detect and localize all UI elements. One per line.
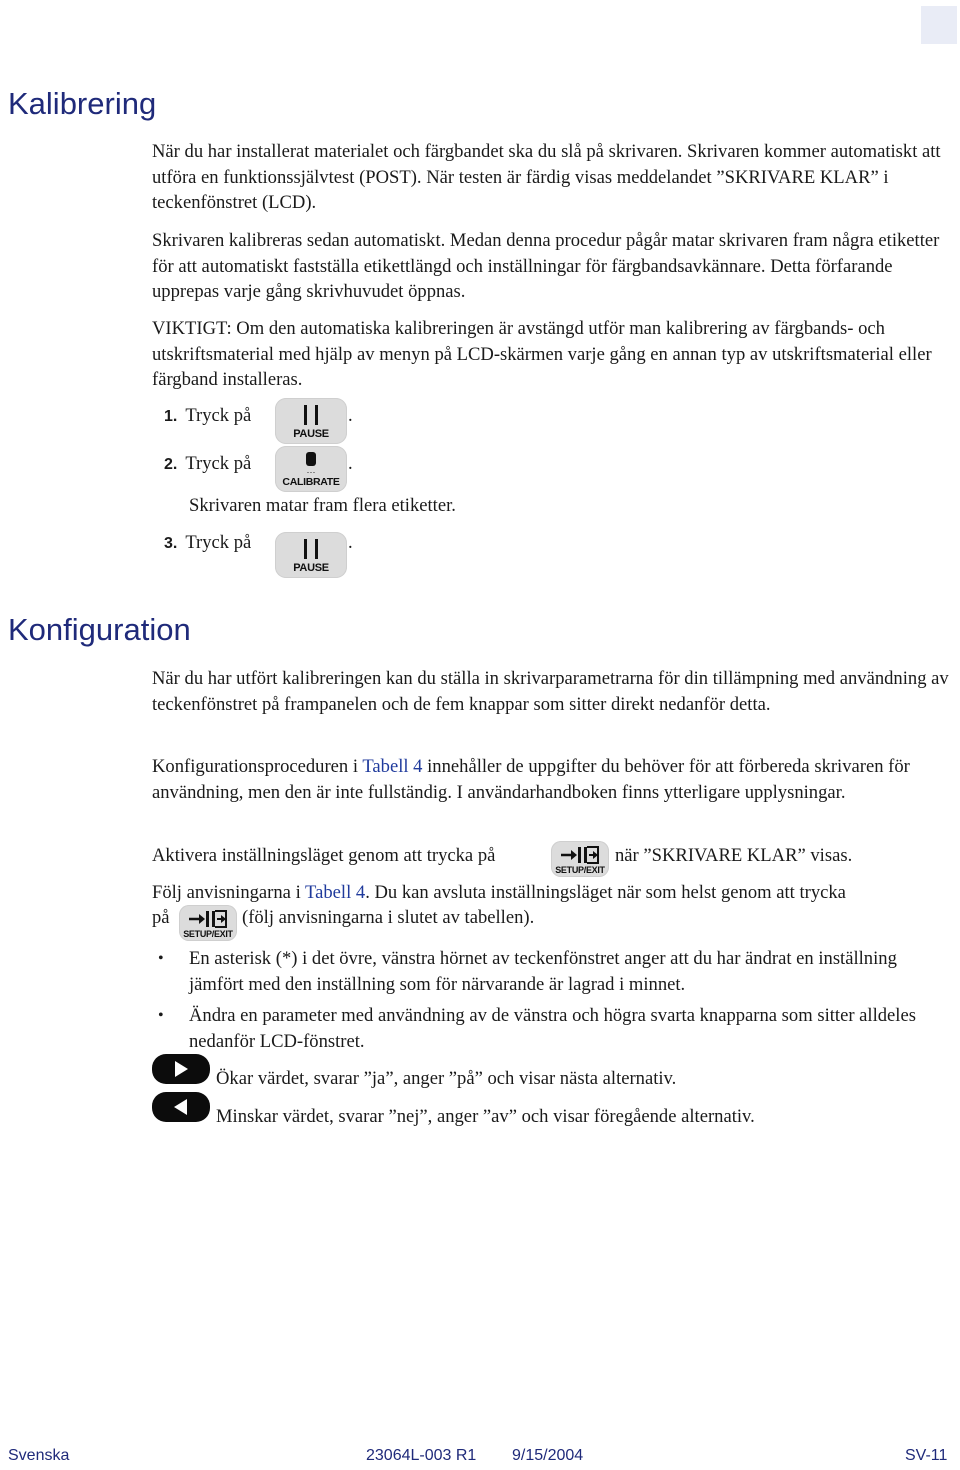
tabell-4-link-2[interactable]: Tabell 4 — [305, 882, 366, 903]
right-arrow-text: Ökar värdet, svarar ”ja”, anger ”på” och visar nästa alternativ. — [216, 1068, 677, 1089]
konfiguration-para-2: Konfigurationsproceduren i Tabell 4 innehåller de uppgifter du behöver för att förbereda skrivaren för användning, men den är inte fullständig. I användarhandboken finns ytterligare upplysningar. — [152, 756, 910, 803]
kalibrering-para-1: När du har installerat materialet och färgbandet ska du slå på skrivaren. Skrivaren kommer automatiskt att utföra en funktionssjälvtest (POST). När testen är färdig visas meddelandet ”SKRIVARE KLAR” i teckenfönstret (LCD). — [152, 141, 941, 213]
triangle-right-icon — [172, 1060, 190, 1078]
corner-decoration — [921, 6, 957, 44]
step-3: 3. Tryck på — [164, 532, 252, 553]
calibrate-icon — [306, 452, 316, 466]
setup-instruction: Aktivera inställningsläget genom att trycka på — [152, 845, 496, 866]
step-2-note: Skrivaren matar fram flera etiketter. — [189, 495, 456, 516]
setup-exit-button-2[interactable]: SETUP/EXIT — [179, 905, 237, 941]
konfiguration-para-4: Följ anvisningarna i Tabell 4. Du kan avsluta inställningsläget när som helst genom att trycka — [152, 882, 846, 903]
left-arrow-button[interactable] — [152, 1092, 210, 1122]
bullet-1-marker: • — [158, 950, 164, 967]
setup-exit-icon — [186, 909, 230, 929]
important-text: Om den automatiska kalibreringen är avstängd utför man kalibrering av färgbands- och utskriftsmaterial med hjälp av menyn på LCD-skärmen varje gång en annan typ av utskriftsmaterial eller färgband installeras. — [152, 318, 932, 390]
step-1: 1. Tryck på — [164, 405, 252, 426]
bullet-1: En asterisk (*) i det övre, vänstra hörnet av teckenfönstret anger att du har ändrat en inställning jämfört med den inställning som för närvarande är lagrad i minnet. — [189, 948, 897, 995]
kalibrering-para-2: Skrivaren kalibreras sedan automatiskt. Medan denna procedur pågår matar skrivaren fram några etiketter för att automatiskt fastställa etikettlängd och inställningar för färgbandsavkännare. Detta förfarande upprepas varje gång skrivhuvudet öppnas. — [152, 230, 940, 302]
pause-button[interactable]: PAUSE — [275, 398, 347, 444]
konfiguration-para-1: När du har utfört kalibreringen kan du ställa in skrivarparametrarna för din tillämpning med användning av teckenfönstret på frampanelen och de fem knappar som sitter direkt nedanför detta. — [152, 668, 949, 715]
footer-page-number: SV-11 — [905, 1447, 948, 1464]
bullet-2-marker: • — [158, 1007, 164, 1024]
setup-exit-button[interactable]: SETUP/EXIT — [551, 841, 609, 877]
tabell-4-link[interactable]: Tabell 4 — [362, 756, 423, 777]
setup-exit-icon — [558, 845, 602, 865]
pause-icon — [304, 405, 318, 425]
footer-doc-id: 23064L-003 R1 — [366, 1447, 477, 1464]
left-arrow-text: Minskar värdet, svarar ”nej”, anger ”av” och visar föregående alternativ. — [216, 1106, 755, 1127]
exit-pa-text: på — [152, 907, 170, 928]
footer-date: 9/15/2004 — [512, 1447, 584, 1464]
triangle-left-icon — [172, 1098, 190, 1116]
important-label: VIKTIGT: — [152, 318, 232, 339]
pause-button-2[interactable]: PAUSE — [275, 532, 347, 578]
right-arrow-button[interactable] — [152, 1054, 210, 1084]
heading-kalibrering: Kalibrering — [8, 86, 157, 121]
important-note — [152, 316, 952, 393]
footer-language: Svenska — [8, 1447, 70, 1464]
setup-instruction-end: när ”SKRIVARE KLAR” visas. — [615, 845, 853, 866]
exit-instruction-end: (följ anvisningarna i slutet av tabellen). — [242, 907, 535, 928]
step-2: 2. Tryck på — [164, 453, 252, 474]
bullet-2: Ändra en parameter med användning av de vänstra och högra svarta knapparna som sitter alldeles nedanför LCD-fönstret. — [189, 1005, 916, 1052]
pause-icon — [304, 539, 318, 559]
heading-konfiguration: Konfiguration — [8, 612, 191, 647]
calibrate-dots-icon: ··· — [306, 467, 316, 477]
calibrate-button[interactable]: ··· CALIBRATE — [275, 446, 347, 492]
